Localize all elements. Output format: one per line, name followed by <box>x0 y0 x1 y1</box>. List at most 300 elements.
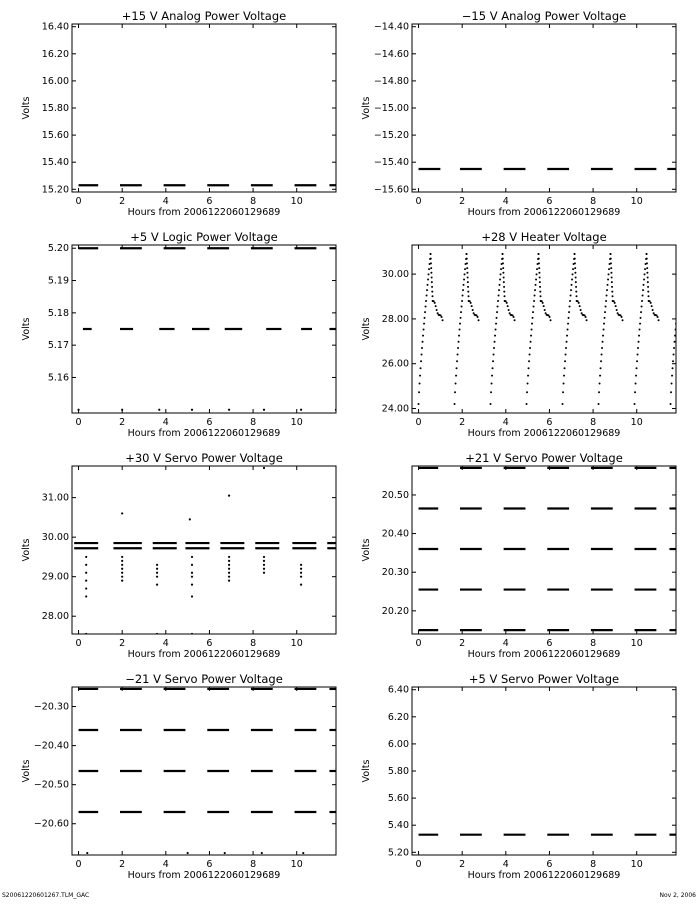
data-point <box>263 556 265 558</box>
y-tick-label: 6.00 <box>387 738 409 750</box>
x-tick-label: 6 <box>206 417 213 428</box>
data-point <box>680 273 682 275</box>
data-point <box>228 556 230 558</box>
data-point <box>606 289 608 291</box>
y-tick-label: −14.60 <box>373 48 409 60</box>
data-point <box>651 305 653 307</box>
chart-panel-1 <box>361 9 676 218</box>
data-point <box>506 302 508 304</box>
data-point <box>642 289 644 291</box>
data-point <box>601 347 603 349</box>
data-point <box>575 286 577 288</box>
data-point <box>566 335 568 337</box>
data-point <box>441 316 443 318</box>
y-tick-label: −20.60 <box>33 818 69 830</box>
data-point <box>639 329 641 331</box>
y-axis-label: Volts <box>21 96 32 120</box>
data-point <box>622 319 624 321</box>
plot-marks <box>79 689 336 854</box>
data-point <box>430 262 432 264</box>
data-point <box>604 317 606 319</box>
data-point <box>191 576 193 578</box>
data-point <box>586 319 588 321</box>
data-point <box>466 258 468 260</box>
data-point <box>430 267 432 269</box>
data-point <box>614 302 616 304</box>
x-axis-label: Hours from 20061220601296​89 <box>467 207 621 218</box>
x-tick-label: 8 <box>250 417 257 428</box>
data-point <box>670 391 672 393</box>
data-point <box>498 295 500 297</box>
data-point <box>426 295 428 297</box>
data-point <box>672 360 674 362</box>
x-tick-label: 0 <box>75 417 82 428</box>
x-tick-label: 4 <box>502 638 509 649</box>
data-point <box>671 382 673 384</box>
data-point <box>531 323 533 325</box>
data-point <box>514 319 516 321</box>
y-tick-label: 24.00 <box>381 403 409 415</box>
x-tick-label: 8 <box>590 859 597 870</box>
data-point <box>121 580 123 582</box>
data-point <box>681 263 683 265</box>
data-point <box>494 335 496 337</box>
data-point <box>463 284 465 286</box>
data-point <box>526 403 528 405</box>
y-tick-label: 20.50 <box>381 489 409 501</box>
y-tick-label: 5.16 <box>47 372 69 384</box>
data-point <box>471 305 473 307</box>
data-point <box>468 295 470 297</box>
chart-title: +28 V Heater Voltage <box>481 230 607 244</box>
y-tick-label: 5.19 <box>47 275 69 287</box>
x-tick-label: 0 <box>75 859 82 870</box>
data-point <box>493 354 495 356</box>
data-point <box>435 305 437 307</box>
data-point <box>86 852 88 854</box>
data-point <box>643 279 645 281</box>
data-point <box>85 595 87 597</box>
data-point <box>569 306 571 308</box>
data-point <box>670 403 672 405</box>
y-tick-label: 20.30 <box>381 567 409 579</box>
x-axis-label: Hours from 20061220601296​89 <box>127 207 281 218</box>
data-point <box>570 295 572 297</box>
data-point <box>674 341 676 343</box>
x-tick-label: 8 <box>250 196 257 207</box>
y-tick-label: 30.00 <box>381 269 409 281</box>
data-point <box>263 409 265 411</box>
data-point <box>600 360 602 362</box>
data-point <box>657 316 659 318</box>
footer-right-label: Nov 2, 2006 <box>659 892 696 899</box>
data-point <box>156 633 158 635</box>
data-point <box>463 279 465 281</box>
data-point <box>156 564 158 566</box>
data-point <box>121 512 123 514</box>
data-point <box>644 273 646 275</box>
data-point <box>538 253 540 255</box>
data-point <box>639 323 641 325</box>
data-point <box>431 291 433 293</box>
data-point <box>572 273 574 275</box>
data-point <box>530 335 532 337</box>
data-point <box>502 272 504 274</box>
chart-title: +30 V Servo Power Voltage <box>125 451 283 465</box>
data-point <box>567 323 569 325</box>
x-axis-label: Hours from 20061220601296​89 <box>127 649 281 660</box>
y-tick-label: 5.17 <box>47 340 69 352</box>
data-point <box>636 360 638 362</box>
data-point <box>191 556 193 558</box>
data-point <box>564 367 566 369</box>
data-point <box>263 467 265 469</box>
data-point <box>576 295 578 297</box>
x-tick-label: 10 <box>630 196 643 207</box>
data-point <box>191 572 193 574</box>
data-point <box>647 291 649 293</box>
data-point <box>610 253 612 255</box>
data-point <box>300 564 302 566</box>
x-tick-label: 10 <box>290 859 303 870</box>
data-point <box>574 253 576 255</box>
plot-frame <box>412 24 676 192</box>
data-point <box>569 300 571 302</box>
chart-title: +15 V Analog Power Voltage <box>121 9 287 23</box>
data-point <box>228 576 230 578</box>
data-point <box>535 284 537 286</box>
data-point <box>564 360 566 362</box>
data-point <box>574 258 576 260</box>
data-point <box>472 309 474 311</box>
data-point <box>646 258 648 260</box>
data-point <box>121 560 123 562</box>
data-point <box>527 375 529 377</box>
data-point <box>456 360 458 362</box>
data-point <box>542 302 544 304</box>
data-point <box>529 354 531 356</box>
data-point <box>420 360 422 362</box>
data-point <box>428 273 430 275</box>
data-point <box>461 306 463 308</box>
plot-frame <box>412 687 676 855</box>
data-point <box>579 305 581 307</box>
data-point <box>478 319 480 321</box>
data-point <box>430 258 432 260</box>
chart-panel-5 <box>361 451 676 660</box>
data-point <box>457 354 459 356</box>
x-tick-label: 0 <box>415 417 422 428</box>
data-point <box>540 295 542 297</box>
data-point <box>615 305 617 307</box>
data-point <box>585 316 587 318</box>
y-tick-label: 29.00 <box>41 571 69 583</box>
y-tick-label: 26.00 <box>381 358 409 370</box>
data-point <box>495 329 497 331</box>
x-tick-label: 8 <box>590 638 597 649</box>
data-point <box>571 284 573 286</box>
y-axis-label: Volts <box>21 317 32 341</box>
data-point <box>647 276 649 278</box>
data-point <box>536 273 538 275</box>
data-point <box>462 289 464 291</box>
x-tick-label: 8 <box>250 638 257 649</box>
y-tick-label: 16.00 <box>41 75 69 87</box>
data-point <box>228 495 230 497</box>
data-point <box>658 319 660 321</box>
data-point <box>611 276 613 278</box>
y-axis-label: Volts <box>361 759 372 783</box>
data-point <box>425 300 427 302</box>
x-tick-label: 4 <box>162 638 169 649</box>
data-point <box>601 354 603 356</box>
data-point <box>493 347 495 349</box>
data-point <box>528 367 530 369</box>
data-point <box>637 347 639 349</box>
data-point <box>498 289 500 291</box>
x-tick-label: 6 <box>206 859 213 870</box>
data-point <box>421 354 423 356</box>
data-point <box>646 253 648 255</box>
data-point <box>680 268 682 270</box>
data-point <box>682 267 684 269</box>
plot-marks <box>419 468 676 630</box>
data-point <box>228 568 230 570</box>
x-tick-label: 10 <box>630 638 643 649</box>
data-point <box>228 409 230 411</box>
x-tick-label: 2 <box>459 859 466 870</box>
data-point <box>121 564 123 566</box>
data-point <box>692 314 694 316</box>
x-tick-label: 2 <box>119 196 126 207</box>
data-point <box>683 286 685 288</box>
data-point <box>430 253 432 255</box>
x-tick-label: 6 <box>546 638 553 649</box>
y-tick-label: 16.40 <box>41 21 69 33</box>
x-tick-label: 0 <box>415 638 422 649</box>
x-tick-label: 10 <box>630 417 643 428</box>
x-tick-label: 8 <box>250 859 257 870</box>
data-point <box>608 268 610 270</box>
data-point <box>638 335 640 337</box>
data-point <box>538 262 540 264</box>
data-point <box>682 253 684 255</box>
data-point <box>634 391 636 393</box>
x-tick-label: 2 <box>119 638 126 649</box>
data-point <box>455 375 457 377</box>
data-point <box>646 272 648 274</box>
x-tick-label: 4 <box>162 859 169 870</box>
data-point <box>228 564 230 566</box>
data-point <box>678 295 680 297</box>
x-tick-label: 2 <box>119 417 126 428</box>
data-point <box>683 281 685 283</box>
y-tick-label: 28.00 <box>41 611 69 623</box>
data-point <box>694 319 696 321</box>
data-point <box>459 323 461 325</box>
data-point <box>263 560 265 562</box>
data-point <box>604 311 606 313</box>
chart-title: +21 V Servo Power Voltage <box>465 451 623 465</box>
data-point <box>191 409 193 411</box>
data-point <box>634 403 636 405</box>
data-point <box>496 317 498 319</box>
y-axis-label: Volts <box>361 317 372 341</box>
data-point <box>562 391 564 393</box>
y-tick-label: −15.20 <box>373 130 409 142</box>
data-point <box>191 633 193 635</box>
data-point <box>427 284 429 286</box>
data-point <box>462 295 464 297</box>
data-point <box>693 316 695 318</box>
data-point <box>502 258 504 260</box>
data-point <box>456 367 458 369</box>
data-point <box>568 317 570 319</box>
y-tick-label: 5.20 <box>47 243 69 255</box>
data-point <box>621 316 623 318</box>
x-tick-label: 2 <box>459 196 466 207</box>
x-tick-label: 0 <box>75 638 82 649</box>
data-point <box>532 317 534 319</box>
data-point <box>567 329 569 331</box>
data-point <box>85 580 87 582</box>
y-tick-label: 16.20 <box>41 48 69 60</box>
data-point <box>610 258 612 260</box>
data-point <box>671 375 673 377</box>
data-point <box>549 316 551 318</box>
y-tick-label: 5.40 <box>387 820 409 832</box>
data-point <box>682 258 684 260</box>
data-point <box>638 341 640 343</box>
x-tick-label: 10 <box>290 196 303 207</box>
data-point <box>492 360 494 362</box>
data-point <box>467 286 469 288</box>
data-point <box>495 323 497 325</box>
data-point <box>424 317 426 319</box>
data-point <box>565 354 567 356</box>
data-point <box>300 409 302 411</box>
data-point <box>496 311 498 313</box>
x-tick-label: 8 <box>590 417 597 428</box>
data-point <box>682 272 684 274</box>
data-point <box>644 268 646 270</box>
x-tick-label: 6 <box>206 196 213 207</box>
data-point <box>610 272 612 274</box>
data-point <box>464 268 466 270</box>
plot-frame <box>72 24 336 192</box>
y-tick-label: 5.18 <box>47 307 69 319</box>
data-point <box>121 572 123 574</box>
data-point <box>121 576 123 578</box>
data-point <box>490 391 492 393</box>
data-point <box>599 375 601 377</box>
chart-panel-4 <box>21 451 336 660</box>
data-point <box>335 409 337 411</box>
data-point <box>526 391 528 393</box>
data-point <box>263 572 265 574</box>
chart-panel-6 <box>21 672 336 881</box>
data-point <box>430 272 432 274</box>
data-point <box>652 309 654 311</box>
data-point <box>458 335 460 337</box>
data-point <box>503 276 505 278</box>
data-point <box>565 347 567 349</box>
y-tick-label: 5.20 <box>387 847 409 859</box>
data-point <box>302 852 304 854</box>
data-point <box>672 367 674 369</box>
data-point <box>679 279 681 281</box>
y-axis-label: Volts <box>361 96 372 120</box>
data-point <box>550 319 552 321</box>
data-point <box>466 262 468 264</box>
data-point <box>580 309 582 311</box>
data-point <box>539 281 541 283</box>
y-tick-label: −20.50 <box>33 779 69 791</box>
data-point <box>563 375 565 377</box>
y-axis-label: Volts <box>21 759 32 783</box>
plot-marks <box>74 467 336 635</box>
y-tick-label: −20.30 <box>33 701 69 713</box>
data-point <box>571 279 573 281</box>
data-point <box>436 309 438 311</box>
y-axis-label: Volts <box>21 538 32 562</box>
data-point <box>677 300 679 302</box>
data-point <box>494 341 496 343</box>
data-point <box>464 273 466 275</box>
data-point <box>637 354 639 356</box>
data-point <box>467 291 469 293</box>
data-point <box>605 306 607 308</box>
data-point <box>470 302 472 304</box>
data-point <box>459 329 461 331</box>
data-point <box>187 852 189 854</box>
data-point <box>500 273 502 275</box>
data-point <box>189 518 191 520</box>
data-point <box>455 382 457 384</box>
data-point <box>77 409 79 411</box>
data-point <box>156 576 158 578</box>
x-tick-label: 2 <box>459 638 466 649</box>
data-point <box>85 564 87 566</box>
data-point <box>598 403 600 405</box>
data-point <box>156 583 158 585</box>
data-point <box>527 382 529 384</box>
data-point <box>300 576 302 578</box>
data-point <box>533 300 535 302</box>
data-point <box>424 311 426 313</box>
data-point <box>673 347 675 349</box>
data-point <box>458 341 460 343</box>
data-point <box>85 633 87 635</box>
data-point <box>612 295 614 297</box>
data-point <box>502 262 504 264</box>
data-point <box>635 375 637 377</box>
data-point <box>640 311 642 313</box>
data-point <box>499 279 501 281</box>
data-point <box>635 382 637 384</box>
data-point <box>490 403 492 405</box>
data-point <box>477 316 479 318</box>
data-point <box>467 276 469 278</box>
y-tick-label: −14.80 <box>373 75 409 87</box>
data-point <box>497 300 499 302</box>
data-point <box>681 258 683 260</box>
data-point <box>535 279 537 281</box>
data-point <box>461 300 463 302</box>
data-point <box>640 317 642 319</box>
data-point <box>685 300 687 302</box>
data-point <box>300 568 302 570</box>
